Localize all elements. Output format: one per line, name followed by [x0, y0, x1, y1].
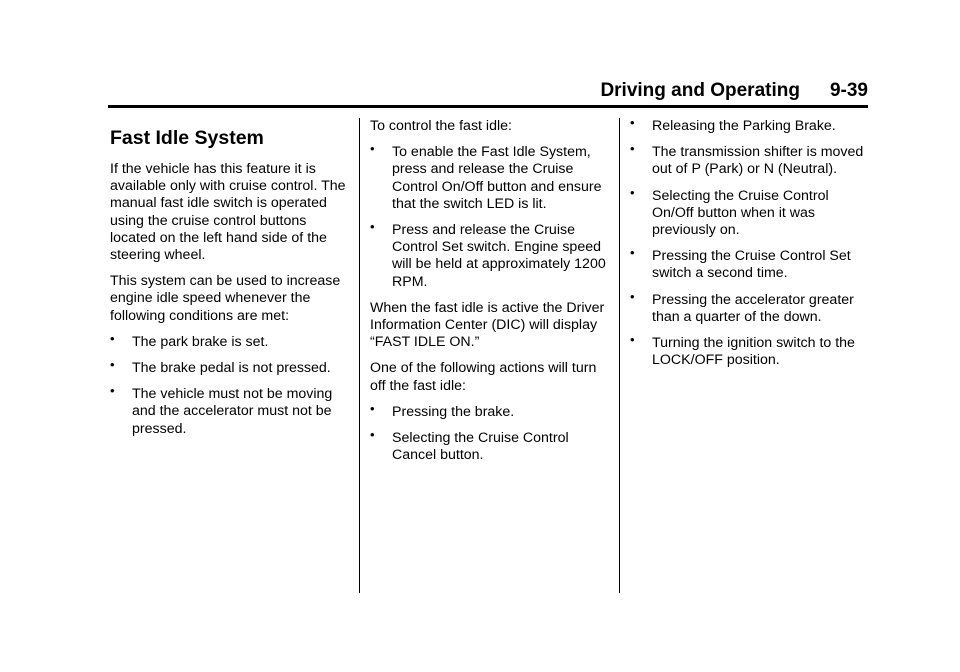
section-title: Driving and Operating: [600, 80, 800, 101]
header-rule: [108, 105, 868, 108]
bullet-list: [110, 334, 346, 438]
list-item: • The brake pedal is not pressed.: [110, 360, 346, 377]
list-item: • Pressing the Cruise Control Set switch a second time.: [630, 248, 870, 282]
paragraph: To control the fast idle:: [370, 118, 512, 134]
column-3: [630, 118, 870, 378]
list-item: • Pressing the brake.: [370, 404, 608, 421]
bullet-list: [630, 118, 870, 369]
paragraph: When the fast idle is active the Driver Information Center (DIC) will display “FAST IDLE ON.”: [370, 299, 605, 351]
list-item: • Selecting the Cruise Control Cancel button.: [370, 430, 608, 464]
list-item: • Releasing the Parking Brake.: [630, 118, 870, 135]
page-header: [108, 80, 868, 106]
list-item: • Press and release the Cruise Control Set switch. Engine speed will be held at approximately 1200 RPM.: [370, 222, 608, 291]
bullet-list: [370, 144, 608, 291]
column-divider: [359, 118, 360, 593]
column-2: [370, 118, 608, 473]
list-item: • The park brake is set.: [110, 334, 346, 351]
paragraph: One of the following actions will turn off the fast idle:: [370, 360, 597, 394]
list-item: • Turning the ignition switch to the LOCK/OFF position.: [630, 335, 870, 369]
page-number: 9-39: [829, 80, 868, 101]
list-item: • Pressing the accelerator greater than a quarter of the down.: [630, 292, 870, 326]
list-item: • The vehicle must not be moving and the accelerator must not be pressed.: [110, 386, 346, 438]
column-divider: [619, 118, 620, 593]
paragraph: If the vehicle has this feature it is available only with cruise control. The manual fast idle switch is operated using the cruise control buttons located on the left hand side of the steering wheel.: [110, 161, 346, 264]
bullet-list: [370, 404, 608, 465]
section-heading: Fast Idle System: [110, 127, 264, 149]
list-item: • To enable the Fast Idle System, press and release the Cruise Control On/Off button and ensure that the switch LED is lit.: [370, 144, 608, 213]
column-1: [110, 118, 346, 447]
paragraph: This system can be used to increase engine idle speed whenever the following conditions are met:: [110, 273, 341, 324]
list-item: • Selecting the Cruise Control On/Off button when it was previously on.: [630, 188, 870, 240]
list-item: • The transmission shifter is moved out of P (Park) or N (Neutral).: [630, 144, 870, 178]
